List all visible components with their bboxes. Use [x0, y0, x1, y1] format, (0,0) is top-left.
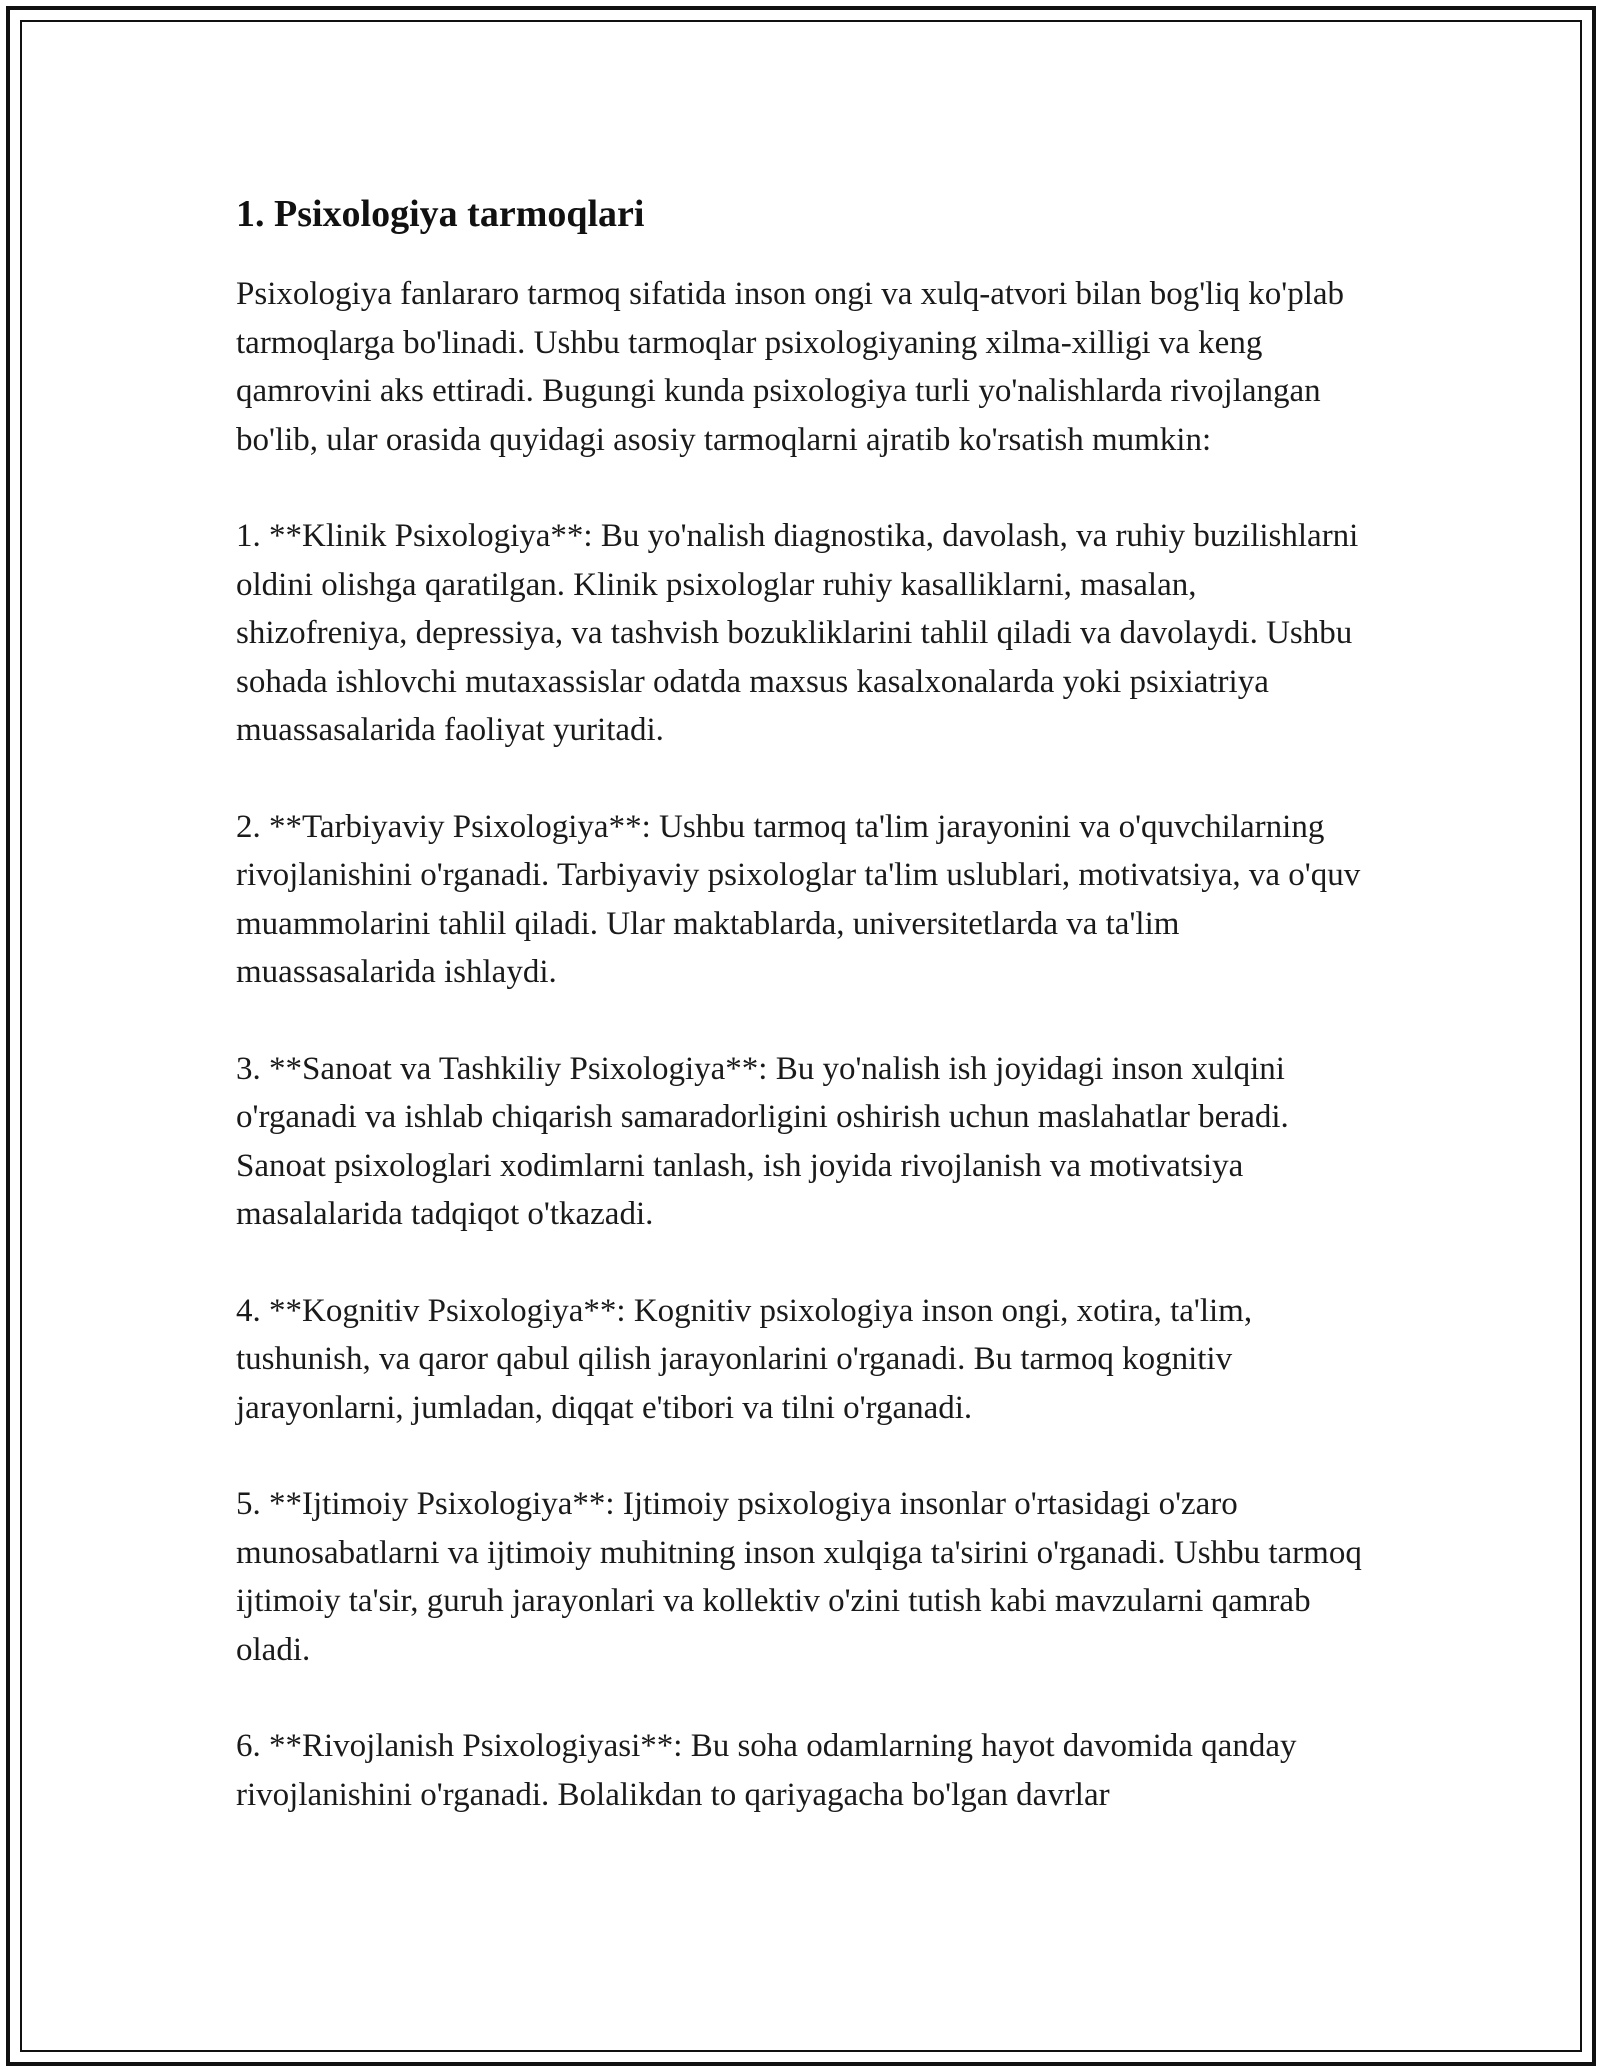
paragraph-educational-psychology: 2. **Tarbiyaviy Psixologiya**: Ushbu tarmoq ta'lim jarayonini va o'quvchilarning rivojlanishini o'rganadi. Tarbiyaviy psixologlar ta'lim uslublari, motivatsiya, va o'quv muammolarini tahlil qiladi. Ular maktablarda, universitetlarda va ta'lim muassasalarida ishlaydi. [236, 808, 1361, 990]
paragraph-developmental-psychology: 6. **Rivojlanish Psixologiyasi**: Bu soha odamlarning hayot davomida qanday rivojlanishini o'rganadi. Bolalikdan to qariyagacha bo'lgan davrlar [236, 1728, 1297, 1813]
document-body [236, 188, 1376, 1867]
paragraph-social-psychology: 5. **Ijtimoiy Psixologiya**: Ijtimoiy psixologiya insonlar o'rtasidagi o'zaro munosabatlarni va ijtimoiy muhitning inson xulqiga ta'sirini o'rganadi. Ushbu tarmoq ijtimoiy ta'sir, guruh jarayonlari va kollektiv o'zini tutish kabi mavzularni qamrab oladi. [236, 1486, 1362, 1668]
intro-paragraph: Psixologiya fanlararo tarmoq sifatida inson ongi va xulq-atvori bilan bog'liq ko'plab tarmoqlarga bo'linadi. Ushbu tarmoqlar psixologiyaning xilma-xilligi va keng qamrovini aks ettiradi. Bugungi kunda psixologiya turli yo'nalishlarda rivojlangan bo'lib, ular orasida quyidagi asosiy tarmoqlarni ajratib ko'rsatish mumkin: [236, 276, 1345, 458]
paragraph-cognitive-psychology: 4. **Kognitiv Psixologiya**: Kognitiv psixologiya inson ongi, xotira, ta'lim, tushunish, va qaror qabul qilish jarayonlarini o'rganadi. Bu tarmoq kognitiv jarayonlarni, jumladan, diqqat e'tibori va tilni o'rganadi. [236, 1292, 1253, 1426]
paragraph-industrial-organizational-psychology: 3. **Sanoat va Tashkiliy Psixologiya**: Bu yo'nalish ish joyidagi inson xulqini o'rganadi va ishlab chiqarish samaradorligini oshirish uchun maslahatlar beradi. Sanoat psixologlari xodimlarni tanlash, ish joyida rivojlanish va motivatsiya masalalarida tadqiqot o'tkazadi. [236, 1050, 1289, 1232]
paragraph-clinical-psychology: 1. **Klinik Psixologiya**: Bu yo'nalish diagnostika, davolash, va ruhiy buzilishlarni oldini olishga qaratilgan. Klinik psixologlar ruhiy kasalliklarni, masalan, shizofreniya, depressiya, va tashvish bozukliklarini tahlil qiladi va davolaydi. Ushbu sohada ishlovchi mutaxassislar odatda maxsus kasalxonalarda yoki psixiatriya muassasalarida faoliyat yuritadi. [236, 518, 1359, 748]
section-heading: 1. Psixologiya tarmoqlari [236, 193, 645, 235]
